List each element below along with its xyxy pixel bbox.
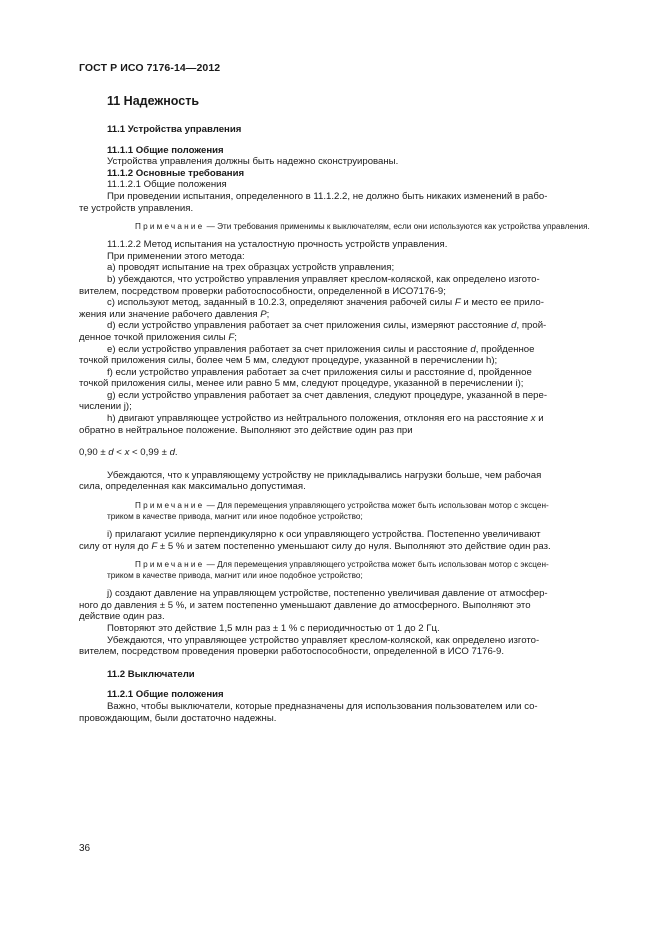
list-item-g-cont: числении j);	[79, 401, 132, 413]
clause-title-11-1-2-2: 11.1.2.2 Метод испытания на усталостную прочность устройств управления.	[107, 239, 448, 251]
text: .	[174, 447, 178, 459]
variable: х	[530, 413, 536, 425]
list-item-b-cont: вителем, посредством проверки работоспособности, определенной в ИСО7176-9;	[79, 285, 446, 297]
note-text: — Для перемещения управляющего устройства может быть использован мотор с эксцен-	[204, 560, 549, 570]
text: , пройденное	[475, 343, 535, 355]
clause-title-11-2-1: 11.2.1 Общие положения	[107, 689, 224, 701]
paragraph: Важно, чтобы выключатели, которые предназначены для использования пользователем или со-	[107, 700, 538, 712]
paragraph-continuation: те устройств управления.	[79, 202, 194, 214]
list-item-j: j) создают давление на управляющем устройстве, постепенно увеличивая давление от атмосфер-	[107, 588, 548, 600]
list-item-a: а) проводят испытание на трех образцах устройств управления;	[107, 262, 395, 274]
note-1	[107, 221, 614, 232]
paragraph: При применении этого метода:	[107, 250, 245, 262]
variable: F	[228, 331, 235, 343]
paragraph: Убеждаются, что управляющее устройство управляет креслом-коляской, как определено изгото-	[107, 634, 540, 646]
paragraph: Устройства управления должны быть надежно сконструированы.	[107, 156, 399, 168]
text: , прой-	[516, 320, 547, 332]
variable: Р	[260, 308, 267, 320]
paragraph: Повторяют это действие 1,5 млн раз ± 1 % с периодичностью от 1 до 2 Гц.	[107, 623, 440, 634]
paragraph: Убеждаются, что к управляющему устройству не прикладывались нагрузки больше, чем рабочая	[107, 469, 542, 481]
list-item-c-cont	[79, 309, 614, 321]
text: е) если устройство управления работает за счет приложения силы и расстояние	[107, 343, 471, 355]
text: <	[113, 447, 125, 459]
note-label: Примечание	[135, 560, 205, 570]
note-label: Примечание	[135, 222, 205, 232]
list-item-d-cont	[79, 332, 614, 344]
variable: d	[470, 343, 476, 355]
subsection-title-11-1: 11.1 Устройства управления	[107, 124, 242, 135]
text: ;	[234, 331, 237, 343]
list-item-c	[107, 297, 614, 309]
paragraph-continuation: сила, определенная как максимально допустимая.	[79, 481, 306, 493]
note-2-cont: триком в качестве привода, магнит или иное подобное устройство;	[107, 512, 363, 522]
formula	[79, 447, 614, 459]
list-item-b: b) убеждаются, что устройство управления управляет креслом-коляской, как определено изгото-	[107, 273, 540, 285]
section-content	[79, 124, 614, 724]
text: ;	[266, 308, 270, 320]
variable: F	[151, 540, 158, 552]
list-item-f: f) если устройство управления работает за счет приложения силы и расстояние d, пройденное	[107, 366, 532, 378]
paragraph: При проведении испытания, определенного в 11.1.2.2, не должно быть никаких изменений в рабо-	[107, 190, 548, 202]
list-item-e	[107, 344, 614, 356]
clause-title-11-1-2-1: 11.1.2.1 Общие положения	[107, 179, 227, 191]
clause-title-11-1-2: 11.1.2 Основные требования	[107, 167, 245, 179]
variable: d	[169, 447, 175, 459]
text: с) используют метод, заданный в 10.2.3, определяют значения рабочей силы	[107, 297, 455, 309]
note-text: — Эти требования применимы к выключателям, если они используются как устройства управления.	[204, 222, 590, 232]
text: и	[535, 413, 544, 425]
list-item-f-cont: точкой приложения силы, менее или равно 5 мм, следуют процедуре, указанной в перечислении i);	[79, 378, 524, 390]
text: денное точкой приложения силы	[79, 331, 229, 343]
list-item-i: i) прилагают усилие перпендикулярно к оси управляющего устройства. Постепенно увеличивают	[107, 529, 541, 541]
subsection-title-11-2: 11.2 Выключатели	[107, 668, 195, 680]
document-header: ГОСТ Р ИСО 7176-14—2012	[79, 62, 221, 74]
note-3	[107, 559, 614, 570]
text: силу от нуля до	[79, 540, 152, 552]
list-item-h	[107, 413, 614, 425]
list-item-e-cont: точкой приложения силы, более чем 5 мм, следуют процедуре, указанной в перечислении h);	[79, 355, 498, 367]
note-2	[107, 500, 614, 511]
text: < 0,99 ±	[129, 447, 170, 459]
list-item-j-cont: ного до давления ± 5 %, и затем постепенно уменьшают давление до атмосферного. Выполняют это	[79, 599, 531, 611]
list-item-d	[107, 320, 614, 332]
text: жения или значение рабочего давления	[79, 308, 261, 320]
section-title: 11 Надежность	[107, 94, 200, 108]
variable: d	[108, 447, 114, 459]
text: h) двигают управляющее устройство из нейтрального положения, отклоняя его на расстояние	[107, 413, 531, 425]
variable: х	[124, 447, 130, 459]
paragraph-continuation: провождающим, были достаточно надежны.	[79, 712, 277, 724]
text: ± 5 % и затем постепенно уменьшают силу до нуля. Выполняют это действие один раз.	[157, 540, 551, 552]
note-text: — Для перемещения управляющего устройства может быть использован мотор с эксцен-	[204, 501, 549, 511]
paragraph-continuation: вителем, посредством проведения проверки работоспособности, определенной в ИСО 7176-9.	[79, 646, 504, 658]
text: d) если устройство управления работает за счет приложения силы, измеряют расстояние	[107, 320, 512, 332]
variable: F	[454, 297, 461, 309]
list-item-g: g) если устройство управления работает за счет давления, следуют процедуре, указанной в пере-	[107, 389, 548, 401]
page-number: 36	[79, 843, 91, 854]
text: 0,90 ±	[79, 447, 109, 459]
list-item-j-cont: действие один раз.	[79, 611, 165, 623]
text: и место ее прило-	[460, 297, 544, 309]
clause-title-11-1-1: 11.1.1 Общие положения	[107, 144, 224, 156]
note-label: Примечание	[135, 501, 205, 511]
variable: d	[511, 320, 517, 332]
list-item-i-cont	[79, 541, 614, 553]
note-3-cont: триком в качестве привода, магнит или иное подобное устройство;	[107, 571, 363, 581]
list-item-h-cont: обратно в нейтральное положение. Выполняют это действие один раз при	[79, 424, 413, 436]
